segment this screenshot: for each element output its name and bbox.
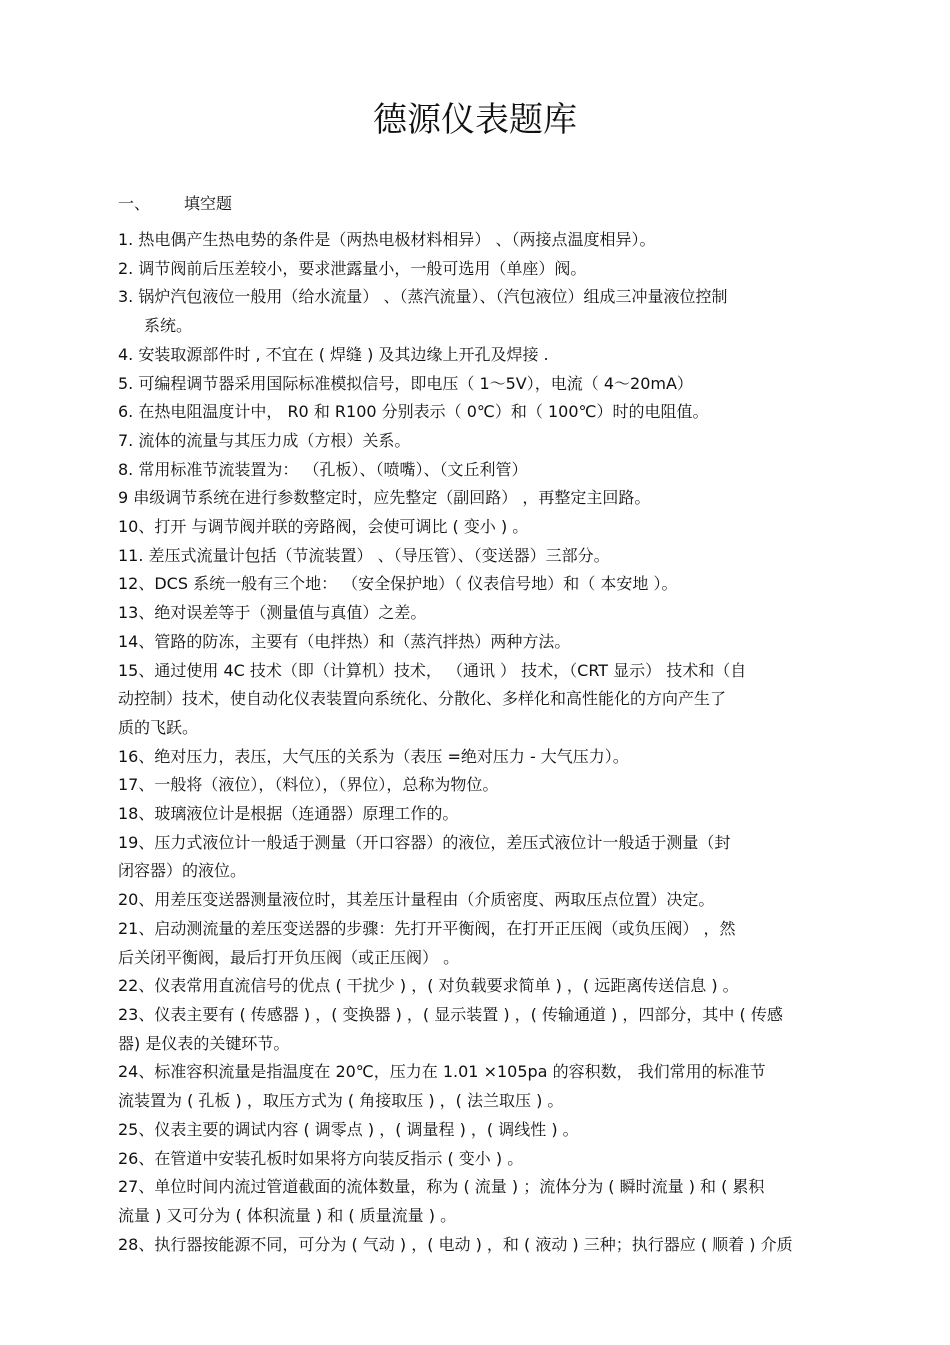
question-item bbox=[118, 341, 840, 370]
question-line: 13、绝对误差等于（测量值与真值）之差。 bbox=[118, 603, 427, 623]
question-line: 14、管路的防冻，主要有（电拌热）和（蒸汽拌热）两种方法。 bbox=[118, 631, 571, 651]
question-item bbox=[118, 1231, 840, 1260]
question-item bbox=[118, 255, 840, 284]
question-line: 20、用差压变送器测量液位时，其差压计量程由（介质密度、两取压点位置）决定。 bbox=[118, 890, 715, 910]
section-heading bbox=[118, 192, 232, 216]
question-line: 1. 热电偶产生热电势的条件是（两热电极材料相异） 、（两接点温度相异）。 bbox=[118, 230, 656, 249]
question-line: 3. 锅炉汽包液位一般用（给水流量） 、（蒸汽流量）、（汽包液位）组成三冲量液位控制 bbox=[118, 287, 728, 307]
question-item bbox=[118, 972, 840, 1001]
question-line: 4. 安装取源部件时 , 不宜在 ( 焊缝 ) 及其边缘上开孔及焊接 . bbox=[118, 344, 549, 364]
document-title: 德源仪表题库 bbox=[373, 100, 577, 140]
question-line: 流装置为 ( 孔板 ) ，取压方式为 ( 角接取压 ) ，( 法兰取压 ) 。 bbox=[118, 1091, 564, 1111]
question-line: 12、DCS 系统一般有三个地： （安全保护地）（ 仪表信号地）和（ 本安地 ）。 bbox=[118, 574, 678, 594]
question-line: 18、玻璃液位计是根据（连通器）原理工作的。 bbox=[118, 804, 459, 824]
question-item bbox=[118, 886, 840, 915]
question-item bbox=[118, 628, 840, 657]
question-line: 19、压力式液位计一般适于测量（开口容器）的液位，差压式液位计一般适于测量（封 bbox=[118, 832, 731, 852]
question-item bbox=[118, 915, 840, 972]
question-line: 11. 差压式流量计包括（节流装置） 、（导压管）、（变送器）三部分。 bbox=[118, 545, 610, 565]
question-line: 23、仪表主要有 ( 传感器 ) ，( 变换器 ) ，( 显示装置 ) ，( 传输通道 ) ，四部分，其中 ( 传感 bbox=[118, 1004, 783, 1024]
question-line: 27、单位时间内流过管道截面的流体数量，称为 ( 流量 ) ；流体分为 ( 瞬时流量 ) 和 ( 累积 bbox=[118, 1177, 765, 1197]
question-item bbox=[118, 427, 840, 456]
question-item bbox=[118, 570, 840, 599]
question-list bbox=[118, 226, 840, 1259]
question-item bbox=[118, 657, 840, 743]
question-line: 7. 流体的流量与其压力成（方根）关系。 bbox=[118, 430, 411, 450]
question-line: 9 串级调节系统在进行参数整定时，应先整定（副回路） ，再整定主回路。 bbox=[118, 488, 651, 508]
question-item bbox=[118, 283, 840, 340]
question-line: 22、仪表常用直流信号的优点 ( 干扰少 ) ，( 对负载要求简单 ) ，( 远距离传送信息 ) 。 bbox=[118, 976, 739, 996]
question-item bbox=[118, 226, 840, 255]
question-line: 2. 调节阀前后压差较小，要求泄露量小，一般可选用（单座）阀。 bbox=[118, 258, 587, 278]
question-line: 器) 是仪表的关键环节。 bbox=[118, 1033, 290, 1053]
question-item bbox=[118, 456, 840, 485]
question-line: 6. 在热电阻温度计中， R0 和 R100 分别表示（ 0℃）和（ 100℃）时的电阻值。 bbox=[118, 402, 709, 422]
question-line: 21、启动测流量的差压变送器的步骤：先打开平衡阀，在打开正压阀（或负压阀） ，然 bbox=[118, 918, 736, 938]
question-line: 后关闭平衡阀，最后打开负压阀（或正压阀） 。 bbox=[118, 947, 460, 967]
question-line: 8. 常用标准节流装置为： （孔板）、（喷嘴）、（文丘利管） bbox=[118, 459, 528, 479]
question-item bbox=[118, 1116, 840, 1145]
question-item bbox=[118, 800, 840, 829]
question-item bbox=[118, 1173, 840, 1230]
question-item bbox=[118, 1001, 840, 1058]
question-item bbox=[118, 370, 840, 399]
question-line: 5. 可编程调节器采用国际标准模拟信号，即电压（ 1～5V），电流（ 4～20mA） bbox=[118, 373, 693, 393]
question-line: 28、执行器按能源不同，可分为 ( 气动 ) ，( 电动 ) ，和 ( 液动 ) 三种；执行器应 ( 顺着 ) 介质 bbox=[118, 1234, 793, 1254]
question-item bbox=[118, 1145, 840, 1174]
question-item bbox=[118, 398, 840, 427]
question-line: 26、在管道中安装孔板时如果将方向装反指示 ( 变小 ) 。 bbox=[118, 1148, 524, 1168]
question-item bbox=[118, 542, 840, 571]
section-number: 一、 bbox=[118, 194, 151, 213]
question-line: 系统。 bbox=[144, 316, 193, 336]
question-line: 24、标准容积流量是指温度在 20℃，压力在 1.01 ×105pa 的容积数， 我们常用的标准节 bbox=[118, 1062, 766, 1082]
question-item bbox=[118, 484, 840, 513]
question-line: 17、一般将（液位），（料位），（界位），总称为物位。 bbox=[118, 775, 499, 795]
question-line: 10、打开 与调节阀并联的旁路阀，会使可调比 ( 变小 ) 。 bbox=[118, 517, 529, 537]
question-line: 流量 ) 又可分为 ( 体积流量 ) 和 ( 质量流量 ) 。 bbox=[118, 1205, 457, 1225]
question-item bbox=[118, 599, 840, 628]
question-item bbox=[118, 771, 840, 800]
question-item bbox=[118, 1058, 840, 1115]
question-line: 质的飞跃。 bbox=[118, 717, 199, 737]
question-item bbox=[118, 829, 840, 886]
question-line: 闭容器）的液位。 bbox=[118, 861, 247, 881]
question-item bbox=[118, 513, 840, 542]
question-line: 16、绝对压力，表压，大气压的关系为（表压 =绝对压力 - 大气压力）。 bbox=[118, 746, 629, 766]
section-label: 填空题 bbox=[184, 194, 233, 213]
question-line: 动控制）技术，使自动化仪表装置向系统化、分散化、多样化和高性能化的方向产生了 bbox=[118, 689, 727, 709]
question-line: 15、通过使用 4C 技术（即（计算机）技术， （通讯 ） 技术，（CRT 显示） 技术和（自 bbox=[118, 660, 747, 680]
question-line: 25、仪表主要的调试内容 ( 调零点 ) ，( 调量程 ) ，( 调线性 ) 。 bbox=[118, 1119, 579, 1139]
question-item bbox=[118, 743, 840, 772]
